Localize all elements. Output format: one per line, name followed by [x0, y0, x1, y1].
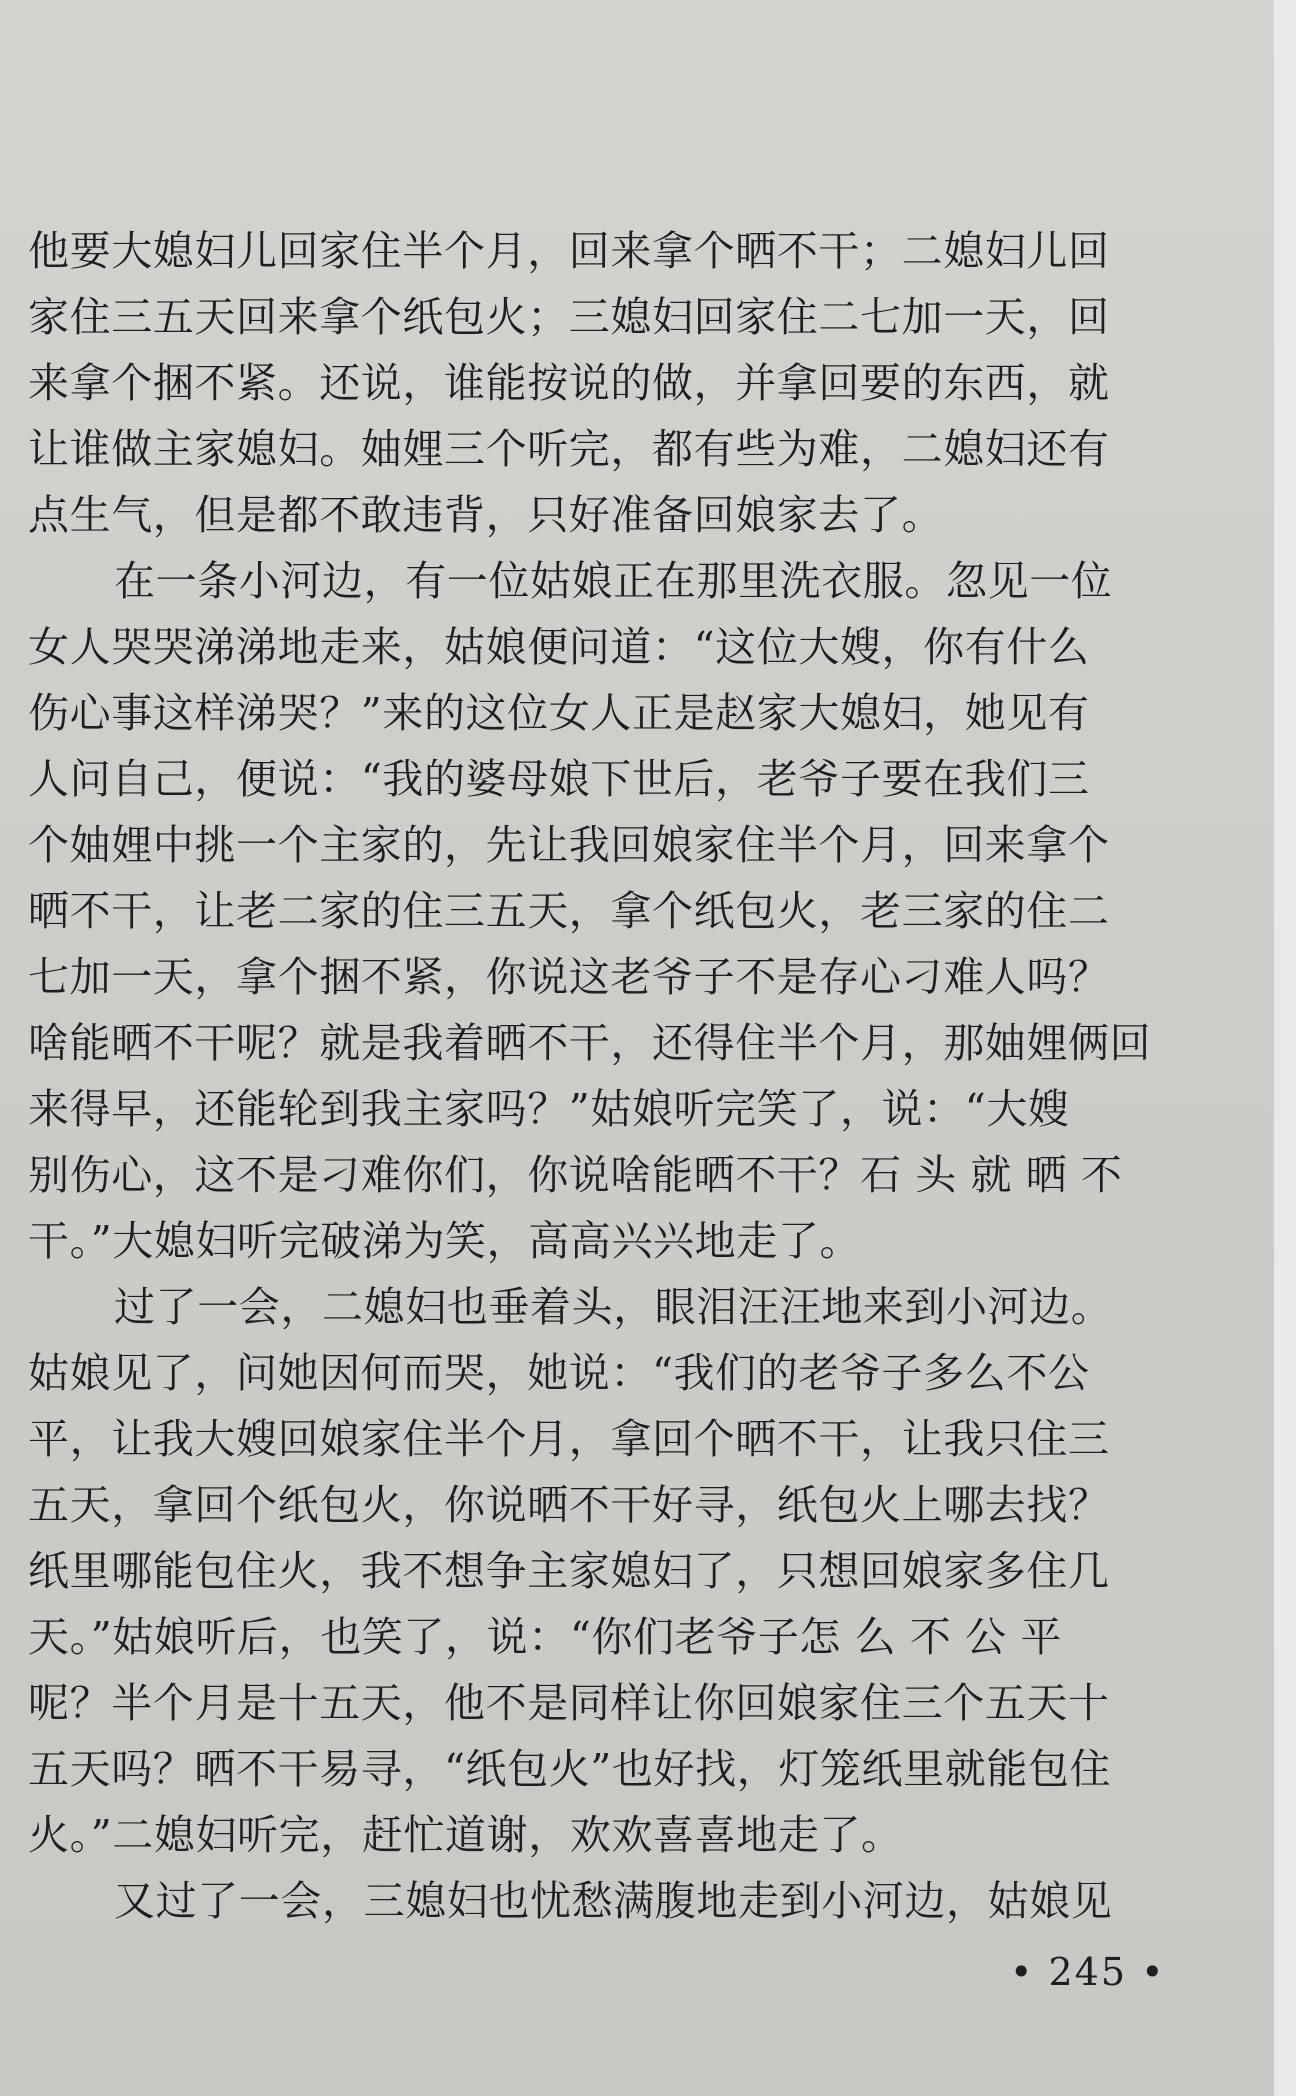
text-line: 干。”大媳妇听完破涕为笑，高高兴兴地走了。 [28, 1217, 862, 1265]
text-line: 呢？半个月是十五天，他不是同样让你回娘家住三个五天十 [28, 1679, 1110, 1727]
text-line: 家住三五天回来拿个纸包火；三媳妇回家住二七加一天，回 [28, 293, 1110, 341]
paragraph-first-line: 在一条小河边，有一位姑娘正在那里洗衣服。忽见一位 [114, 557, 1113, 605]
text-line: 让谁做主家媳妇。妯娌三个听完，都有些为难，二媳妇还有 [28, 425, 1110, 473]
text-line: 个妯娌中挑一个主家的，先让我回娘家住半个月，回来拿个 [28, 821, 1110, 869]
text-line: 来得早，还能轮到我主家吗？”姑娘听完笑了，说：“大嫂 [28, 1085, 1070, 1133]
text-line: 纸里哪能包住火，我不想争主家媳妇了，只想回娘家多住几 [28, 1547, 1110, 1595]
text-line: 伤心事这样涕哭？”来的这位女人正是赵家大媳妇，她见有 [28, 689, 1090, 737]
text-line: 七加一天，拿个捆不紧，你说这老爷子不是存心刁难人吗？ [28, 953, 1110, 1001]
text-line: 平，让我大嫂回娘家住半个月，拿回个晒不干，让我只住三 [28, 1415, 1110, 1463]
paragraph-first-line: 又过了一会，三媳妇也忧愁满腹地走到小河边，姑娘见 [114, 1877, 1113, 1925]
text-line: 五天，拿回个纸包火，你说晒不干好寻，纸包火上哪去找？ [28, 1481, 1110, 1529]
text-line: 他要大媳妇儿回家住半个月，回来拿个晒不干；二媳妇儿回 [28, 227, 1110, 275]
body-text [28, 218, 1176, 1934]
page-number: • 245 • [1010, 1950, 1166, 1994]
text-line: 火。”二媳妇听完，赶忙道谢，欢欢喜喜地走了。 [28, 1811, 903, 1859]
text-line: 点生气，但是都不敢违背，只好准备回娘家去了。 [28, 491, 944, 539]
paragraph-first-line: 过了一会，二媳妇也垂着头，眼泪汪汪地来到小河边。 [114, 1283, 1113, 1331]
text-line: 人问自己，便说：“我的婆母娘下世后，老爷子要在我们三 [28, 755, 1090, 803]
text-line: 姑娘见了，问她因何而哭，她说：“我们的老爷子多么不公 [28, 1349, 1090, 1397]
text-line: 五天吗？晒不干易寻，“纸包火”也好找，灯笼纸里就能包住 [28, 1745, 1112, 1793]
page-edge [1274, 0, 1296, 2096]
text-line: 天。”姑娘听后，也笑了，说：“你们老爷子怎 么 不 公 平 [28, 1613, 1062, 1661]
text-line: 啥能晒不干呢？就是我着晒不干，还得住半个月，那妯娌俩回 [28, 1019, 1152, 1067]
text-line: 来拿个捆不紧。还说，谁能按说的做，并拿回要的东西，就 [28, 359, 1110, 407]
text-line: 女人哭哭涕涕地走来，姑娘便问道：“这位大嫂，你有什么 [28, 623, 1090, 671]
text-line: 别伤心，这不是刁难你们，你说啥能晒不干？石 头 就 晒 不 [28, 1151, 1123, 1199]
text-line: 晒不干，让老二家的住三五天，拿个纸包火，老三家的住二 [28, 887, 1110, 935]
